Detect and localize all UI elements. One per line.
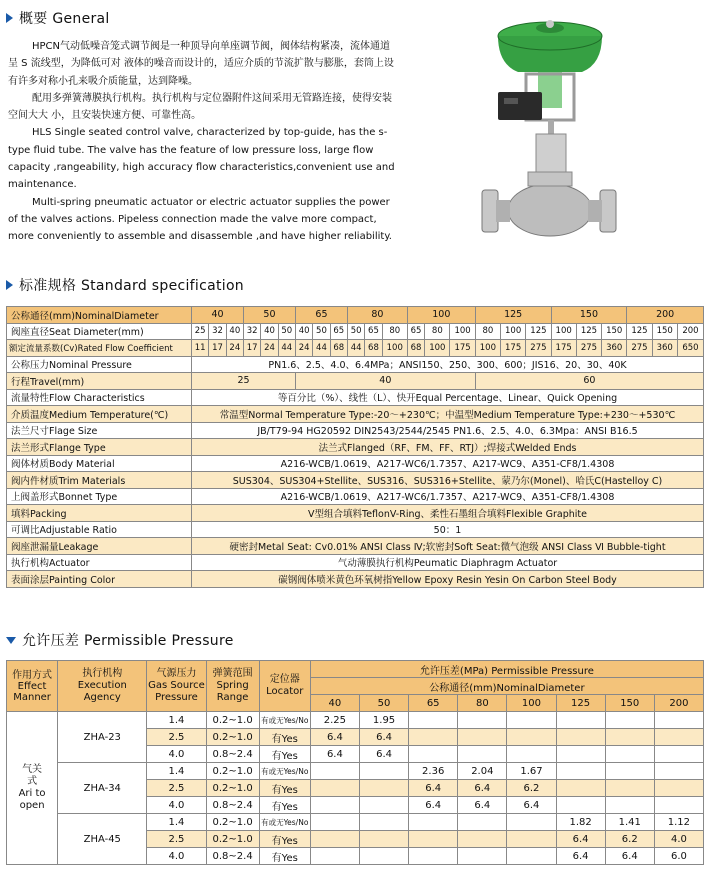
seat-cell: 65 bbox=[407, 323, 424, 340]
pressure-value bbox=[409, 848, 458, 865]
pressure-value bbox=[556, 729, 605, 746]
pressure-value bbox=[605, 712, 654, 729]
spec-row-label: 上阀盖形式Bonnet Type bbox=[7, 488, 192, 505]
seat-cell: 50 bbox=[347, 323, 364, 340]
spec-row bbox=[7, 422, 704, 439]
pressure-value bbox=[556, 780, 605, 797]
seat-cell: 32 bbox=[209, 323, 226, 340]
seat-cell: 65 bbox=[330, 323, 347, 340]
cv-cell: 175 bbox=[551, 340, 576, 357]
seat-cell: 100 bbox=[450, 323, 475, 340]
spec-row bbox=[7, 521, 704, 538]
pressure-value bbox=[310, 763, 359, 780]
locator-cell: 有或无Yes/No bbox=[259, 814, 310, 831]
pressure-value bbox=[605, 797, 654, 814]
cv-cell: 275 bbox=[627, 340, 652, 357]
cv-cell: 68 bbox=[407, 340, 424, 357]
general-title: 概要 General bbox=[6, 8, 110, 28]
pressure-value bbox=[458, 712, 507, 729]
nominal-label: 公称通径(mm)NominalDiameter bbox=[7, 307, 192, 324]
pressure-value: 2.36 bbox=[409, 763, 458, 780]
spec-row-label: 可调比Adjustable Ratio bbox=[7, 521, 192, 538]
pressure-value: 1.95 bbox=[359, 712, 408, 729]
cv-cell: 100 bbox=[475, 340, 500, 357]
seat-cell: 150 bbox=[652, 323, 677, 340]
nominal-cell: 80 bbox=[347, 307, 407, 324]
pressure-header-row bbox=[7, 661, 704, 678]
triangle-bullet-icon bbox=[6, 13, 13, 23]
cn-paragraph-1: HPCN气动低噪音笼式调节阀是一种顶导向单座调节阀，阀体结构紧凑，流体通道呈 S 流线型，为降低可对 液体的噪音而设计的，适应介质的节流扩散与膨胀，套筒上设有许多对称小孔来吸介质能量，达到降噪。 bbox=[8, 41, 394, 87]
pressure-value bbox=[310, 797, 359, 814]
cv-cell: 44 bbox=[278, 340, 295, 357]
pressure-value: 6.4 bbox=[458, 780, 507, 797]
spec-row-value: 常温型Normal Temperature Type:-20～+230℃；中温型Medium Temperature Type:+230～+530℃ bbox=[192, 406, 704, 423]
pressure-value bbox=[458, 729, 507, 746]
pressure-value: 6.4 bbox=[310, 746, 359, 763]
pressure-value: 6.4 bbox=[359, 746, 408, 763]
agency-cell: ZHA-34 bbox=[58, 763, 147, 814]
nominal-cell: 150 bbox=[551, 307, 627, 324]
spec-table bbox=[6, 306, 704, 588]
pressure-value bbox=[556, 763, 605, 780]
seat-cell: 125 bbox=[576, 323, 601, 340]
spec-row-value: V型组合填料TeflonV-Ring、柔性石墨组合填料Flexible Graphite bbox=[192, 505, 704, 522]
pressure-value bbox=[310, 814, 359, 831]
spring-cell: 0.2~1.0 bbox=[206, 780, 259, 797]
triangle-bullet-icon bbox=[6, 637, 16, 644]
agency-header: 执行机构Execution Agency bbox=[58, 661, 147, 712]
seat-cell: 200 bbox=[677, 323, 703, 340]
travel-cell: 40 bbox=[295, 373, 475, 390]
pressure-value bbox=[359, 831, 408, 848]
spec-title: 标准规格 Standard specification bbox=[6, 275, 244, 295]
pressure-value: 4.0 bbox=[654, 831, 703, 848]
pressure-value: 1.67 bbox=[507, 763, 556, 780]
pressure-value bbox=[359, 848, 408, 865]
pressure-value: 6.2 bbox=[507, 780, 556, 797]
nominal-cell: 40 bbox=[192, 307, 244, 324]
nominal-row bbox=[7, 307, 704, 324]
spec-row bbox=[7, 538, 704, 555]
spring-cell: 0.2~1.0 bbox=[206, 729, 259, 746]
pressure-value bbox=[310, 848, 359, 865]
seat-cell: 65 bbox=[365, 323, 382, 340]
pressure-value bbox=[605, 780, 654, 797]
pressure-value bbox=[310, 780, 359, 797]
locator-cell: 有或无Yes/No bbox=[259, 763, 310, 780]
pressure-value: 6.4 bbox=[556, 831, 605, 848]
pressure-value bbox=[458, 746, 507, 763]
locator-cell: 有Yes bbox=[259, 831, 310, 848]
spring-cell: 0.8~2.4 bbox=[206, 797, 259, 814]
nd-header: 公称通径(mm)NominalDiameter bbox=[310, 678, 703, 695]
spring-cell: 0.2~1.0 bbox=[206, 831, 259, 848]
cv-cell: 44 bbox=[347, 340, 364, 357]
pressure-value: 6.0 bbox=[654, 848, 703, 865]
spec-row-label: 流量特性Flow Characteristics bbox=[7, 389, 192, 406]
gas-cell: 1.4 bbox=[147, 763, 206, 780]
pressure-value: 2.04 bbox=[458, 763, 507, 780]
spring-cell: 0.8~2.4 bbox=[206, 848, 259, 865]
control-valve-image bbox=[478, 14, 618, 254]
pressure-value bbox=[359, 814, 408, 831]
pressure-value: 1.41 bbox=[605, 814, 654, 831]
pressure-value: 6.4 bbox=[409, 780, 458, 797]
pressure-value bbox=[654, 797, 703, 814]
pressure-row bbox=[7, 712, 704, 729]
pressure-title: 允许压差 Permissible Pressure bbox=[6, 630, 234, 650]
pressure-value bbox=[310, 831, 359, 848]
gas-cell: 2.5 bbox=[147, 831, 206, 848]
locator-cell: 有Yes bbox=[259, 729, 310, 746]
seat-cell: 125 bbox=[526, 323, 551, 340]
general-description bbox=[8, 38, 398, 246]
gas-cell: 1.4 bbox=[147, 712, 206, 729]
pressure-value bbox=[654, 780, 703, 797]
locator-cell: 有Yes bbox=[259, 780, 310, 797]
diameter-cell: 100 bbox=[507, 695, 556, 712]
spec-row bbox=[7, 554, 704, 571]
pressure-value bbox=[409, 814, 458, 831]
pressure-value bbox=[556, 712, 605, 729]
en-paragraph-1: HLS Single seated control valve, characterized by top-guide, has the s-type fluid tube. The valve has the feature of low pressure loss, large flow capacity ,rangeability, high accuracy flow characteristics,convenient use and maintenance. bbox=[8, 127, 395, 191]
agency-cell: ZHA-45 bbox=[58, 814, 147, 865]
pressure-row bbox=[7, 763, 704, 780]
spec-row bbox=[7, 356, 704, 373]
nominal-cell: 50 bbox=[243, 307, 295, 324]
seat-cell: 80 bbox=[382, 323, 407, 340]
cv-cell: 68 bbox=[330, 340, 347, 357]
spec-row-label: 阀座泄漏量Leakage bbox=[7, 538, 192, 555]
cv-label: 额定流量系数(Cv)Rated Flow Coefficient bbox=[7, 340, 192, 357]
cv-cell: 100 bbox=[382, 340, 407, 357]
gas-header: 气源压力Gas Source Pressure bbox=[147, 661, 206, 712]
seat-cell: 50 bbox=[278, 323, 295, 340]
pressure-value bbox=[458, 848, 507, 865]
gas-cell: 4.0 bbox=[147, 848, 206, 865]
agency-cell: ZHA-23 bbox=[58, 712, 147, 763]
gas-cell: 4.0 bbox=[147, 797, 206, 814]
pressure-value bbox=[409, 831, 458, 848]
spec-row bbox=[7, 406, 704, 423]
seat-cell: 32 bbox=[243, 323, 260, 340]
cv-cell: 275 bbox=[526, 340, 551, 357]
cv-cell: 24 bbox=[261, 340, 278, 357]
spec-row-value: 等百分比（%）、线性（L）、快开Equal Percentage、Linear、Quick Opening bbox=[192, 389, 704, 406]
locator-cell: 有或无Yes/No bbox=[259, 712, 310, 729]
seat-cell: 40 bbox=[295, 323, 312, 340]
spec-row bbox=[7, 488, 704, 505]
pressure-value bbox=[458, 831, 507, 848]
pressure-value: 6.4 bbox=[507, 797, 556, 814]
spec-row-value: 碳钢阀体喷米黄色环氧树指Yellow Epoxy Resin Yesin On Carbon Steel Body bbox=[192, 571, 704, 588]
cv-cell: 11 bbox=[192, 340, 209, 357]
pressure-value bbox=[458, 814, 507, 831]
spec-row-label: 执行机构Actuator bbox=[7, 554, 192, 571]
diameter-cell: 50 bbox=[359, 695, 408, 712]
spec-row-value: PN1.6、2.5、4.0、6.4MPa；ANSI150、250、300、600；JIS16、20、30、40K bbox=[192, 356, 704, 373]
cv-cell: 360 bbox=[652, 340, 677, 357]
spec-row-label: 填料Packing bbox=[7, 505, 192, 522]
pressure-value: 6.4 bbox=[605, 848, 654, 865]
spec-row bbox=[7, 505, 704, 522]
locator-header: 定位器Locator bbox=[259, 661, 310, 712]
pressure-row bbox=[7, 814, 704, 831]
cv-cell: 24 bbox=[226, 340, 243, 357]
pressure-value bbox=[507, 712, 556, 729]
spring-cell: 0.2~1.0 bbox=[206, 814, 259, 831]
locator-cell: 有Yes bbox=[259, 746, 310, 763]
gas-cell: 2.5 bbox=[147, 729, 206, 746]
pressure-value: 6.4 bbox=[409, 797, 458, 814]
diameter-cell: 65 bbox=[409, 695, 458, 712]
gas-cell: 1.4 bbox=[147, 814, 206, 831]
diameter-cell: 200 bbox=[654, 695, 703, 712]
spec-row bbox=[7, 571, 704, 588]
pressure-table bbox=[6, 660, 704, 865]
seat-cell: 50 bbox=[313, 323, 330, 340]
effect-cell bbox=[7, 712, 58, 865]
effect-header: 作用方式Effect Manner bbox=[7, 661, 58, 712]
pp-header: 允许压差(MPa) Permissible Pressure bbox=[310, 661, 703, 678]
diameter-cell: 80 bbox=[458, 695, 507, 712]
spring-cell: 0.8~2.4 bbox=[206, 746, 259, 763]
spec-row-value: A216-WCB/1.0619、A217-WC6/1.7357、A217-WC9、A351-CF8/1.4308 bbox=[192, 488, 704, 505]
seat-cell: 150 bbox=[602, 323, 627, 340]
seat-row bbox=[7, 323, 704, 340]
pressure-value bbox=[605, 746, 654, 763]
pressure-value: 1.12 bbox=[654, 814, 703, 831]
pressure-value bbox=[507, 746, 556, 763]
seat-cell: 125 bbox=[627, 323, 652, 340]
effect-cn: 气关式 bbox=[22, 764, 43, 787]
cv-cell: 17 bbox=[243, 340, 260, 357]
nominal-cell: 200 bbox=[627, 307, 704, 324]
pressure-value bbox=[654, 729, 703, 746]
cv-cell: 44 bbox=[313, 340, 330, 357]
pressure-value: 6.2 bbox=[605, 831, 654, 848]
gas-cell: 2.5 bbox=[147, 780, 206, 797]
spec-row-label: 公称压力Nominal Pressure bbox=[7, 356, 192, 373]
seat-cell: 80 bbox=[475, 323, 500, 340]
spring-cell: 0.2~1.0 bbox=[206, 763, 259, 780]
spec-row-value: 硬密封Metal Seat: Cv0.01% ANSI Class Ⅳ;软密封Soft Seat:微气泡级 ANSI Class Ⅵ Bubble-tight bbox=[192, 538, 704, 555]
pressure-value bbox=[409, 746, 458, 763]
seat-cell: 40 bbox=[261, 323, 278, 340]
cv-cell: 24 bbox=[295, 340, 312, 357]
diameter-cell: 150 bbox=[605, 695, 654, 712]
pressure-value: 6.4 bbox=[458, 797, 507, 814]
pressure-value bbox=[507, 848, 556, 865]
locator-cell: 有Yes bbox=[259, 797, 310, 814]
pressure-value: 2.25 bbox=[310, 712, 359, 729]
seat-cell: 80 bbox=[425, 323, 450, 340]
spec-row bbox=[7, 455, 704, 472]
cv-row bbox=[7, 340, 704, 357]
spec-row-value: 法兰式Flanged（RF、FM、FF、RTJ）;焊接式Welded Ends bbox=[192, 439, 704, 456]
spec-row-value: A216-WCB/1.0619、A217-WC6/1.7357、A217-WC9、A351-CF8/1.4308 bbox=[192, 455, 704, 472]
diameter-cell: 125 bbox=[556, 695, 605, 712]
cv-cell: 175 bbox=[450, 340, 475, 357]
nominal-cell: 65 bbox=[295, 307, 347, 324]
pressure-value bbox=[654, 763, 703, 780]
spec-row-value: 气动薄膜执行机构Peumatic Diaphragm Actuator bbox=[192, 554, 704, 571]
seat-cell: 40 bbox=[226, 323, 243, 340]
spec-row-label: 介质温度Medium Temperature(℃) bbox=[7, 406, 192, 423]
pressure-value bbox=[409, 712, 458, 729]
spec-row-label: 法兰尺寸Flage Size bbox=[7, 422, 192, 439]
pressure-value: 6.4 bbox=[556, 848, 605, 865]
spec-row-value: SUS304、SUS304+Stellite、SUS316、SUS316+Stellite、蒙乃尔(Monel)、哈氏C(Hastelloy C) bbox=[192, 472, 704, 489]
pressure-value bbox=[556, 797, 605, 814]
travel-row bbox=[7, 373, 704, 390]
triangle-bullet-icon bbox=[6, 280, 13, 290]
spec-row bbox=[7, 389, 704, 406]
spec-row bbox=[7, 439, 704, 456]
pressure-value bbox=[359, 780, 408, 797]
travel-cell: 25 bbox=[192, 373, 296, 390]
seat-cell: 100 bbox=[501, 323, 526, 340]
travel-cell: 60 bbox=[475, 373, 703, 390]
gas-cell: 4.0 bbox=[147, 746, 206, 763]
cv-cell: 17 bbox=[209, 340, 226, 357]
seat-cell: 100 bbox=[551, 323, 576, 340]
pressure-value bbox=[507, 814, 556, 831]
spec-row-label: 法兰形式Flange Type bbox=[7, 439, 192, 456]
spec-row-value: 50：1 bbox=[192, 521, 704, 538]
pressure-value: 6.4 bbox=[310, 729, 359, 746]
cv-cell: 175 bbox=[501, 340, 526, 357]
pressure-value bbox=[359, 797, 408, 814]
pressure-value bbox=[654, 712, 703, 729]
seat-cell: 25 bbox=[192, 323, 209, 340]
spec-row bbox=[7, 472, 704, 489]
pressure-value bbox=[605, 729, 654, 746]
pressure-value bbox=[507, 831, 556, 848]
effect-en: Ari to open bbox=[18, 788, 46, 811]
spring-cell: 0.2~1.0 bbox=[206, 712, 259, 729]
pressure-value bbox=[605, 763, 654, 780]
seat-label: 阀座直径Seat Diameter(mm) bbox=[7, 323, 192, 340]
cv-cell: 360 bbox=[602, 340, 627, 357]
spec-row-label: 阀内件材质Trim Materials bbox=[7, 472, 192, 489]
pressure-value bbox=[359, 763, 408, 780]
cv-cell: 100 bbox=[425, 340, 450, 357]
pressure-value bbox=[409, 729, 458, 746]
pressure-value: 6.4 bbox=[359, 729, 408, 746]
pressure-value bbox=[507, 729, 556, 746]
cn-paragraph-2: 配用多弹簧薄膜执行机构。执行机构与定位器附件这间采用无管路连接，使得安装空间大大 小，且安装快速方便、可靠性高。 bbox=[8, 92, 392, 122]
pressure-value bbox=[654, 746, 703, 763]
en-paragraph-2: Multi-spring pneumatic actuator or electric actuator supplies the power of the valves actions. Pipeless connection made the valve more compact, more conveniently to assemble and disassemble ,and have higher reliability. bbox=[8, 196, 392, 243]
pressure-value bbox=[556, 746, 605, 763]
cv-cell: 68 bbox=[365, 340, 382, 357]
spec-row-label: 表面涂层Painting Color bbox=[7, 571, 192, 588]
nominal-cell: 100 bbox=[407, 307, 475, 324]
pressure-value: 1.82 bbox=[556, 814, 605, 831]
cv-cell: 650 bbox=[677, 340, 703, 357]
nominal-cell: 125 bbox=[475, 307, 551, 324]
spec-row-value: JB/T79-94 HG20592 DIN2543/2544/2545 PN1.6、2.5、4.0、6.3Mpa：ANSI B16.5 bbox=[192, 422, 704, 439]
cv-cell: 275 bbox=[576, 340, 601, 357]
spring-header: 弹簧范围Spring Range bbox=[206, 661, 259, 712]
spec-row-label: 阀体材质Body Material bbox=[7, 455, 192, 472]
travel-label: 行程Travel(mm) bbox=[7, 373, 192, 390]
locator-cell: 有Yes bbox=[259, 848, 310, 865]
diameter-cell: 40 bbox=[310, 695, 359, 712]
